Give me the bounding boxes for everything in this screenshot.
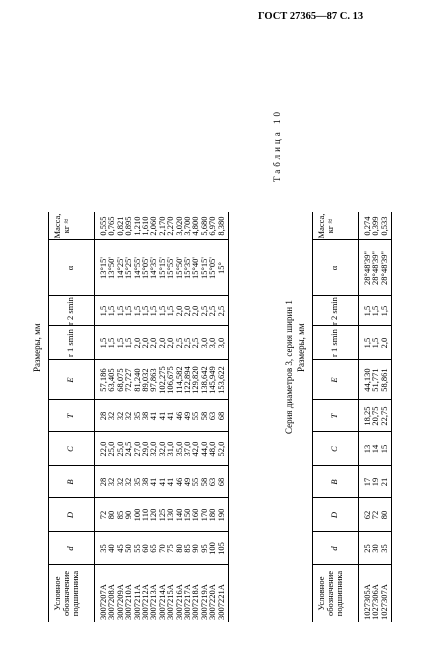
table1-cell: 2,0 xyxy=(140,337,150,349)
table1-cell: 3007221A xyxy=(215,584,226,620)
table2-title: Серия диаметров 3, серия ширин 1 xyxy=(284,300,294,434)
table1-cell: 35 xyxy=(131,411,142,421)
table1-cell: 2,5 xyxy=(198,305,209,317)
table1-cell: 2,0 xyxy=(131,337,142,349)
table1-cell: 35 xyxy=(98,544,108,553)
table1-cell: 63 xyxy=(207,411,218,421)
table2-caption: Размеры, мм xyxy=(296,323,306,372)
table1-cell: 28 xyxy=(98,477,108,487)
table1-cell: 170 xyxy=(198,508,209,522)
table1-cell: 3007218A xyxy=(190,584,201,620)
table1-header-5: T xyxy=(65,413,75,419)
table1-header-7: r 1 smin xyxy=(65,329,75,357)
table1-cell: 72,727 xyxy=(123,368,134,392)
table1-cell: 72 xyxy=(98,510,108,520)
table1-cell: 1,210 xyxy=(131,216,142,236)
table1-cell: 106,675 xyxy=(165,366,176,394)
table1-cell: 50 xyxy=(123,544,134,553)
table1-cell: 0,765 xyxy=(106,216,117,236)
table1-cell: 58 xyxy=(198,411,209,421)
table1-cell: 32 xyxy=(123,477,134,487)
table2-cell: 0,533 xyxy=(378,216,389,236)
table1-cell: 1,5 xyxy=(123,337,134,349)
table1-cell: 75 xyxy=(165,544,176,553)
table1-cell: 1,5 xyxy=(165,305,176,317)
table1-cell: 1,5 xyxy=(156,305,167,317)
table1-cell: 68 xyxy=(215,477,226,487)
table1-cell: 32 xyxy=(106,411,117,421)
table1-cell: 1,5 xyxy=(106,305,117,317)
table1-header-4: C xyxy=(65,446,75,452)
table1-cell: 1,5 xyxy=(114,337,125,349)
table1-cell: 55 xyxy=(190,411,201,421)
table2-header-8: r 2 smin xyxy=(329,297,339,325)
table2-cell: 1027305A xyxy=(362,584,372,620)
table1-cell: 3007214A xyxy=(156,584,167,620)
table1-cell: 114,582 xyxy=(173,366,184,394)
table1-cell: 2,5 xyxy=(215,305,226,317)
table1-cell: 1,610 xyxy=(140,216,150,236)
table2-cell: 28°48'39" xyxy=(362,251,372,285)
table1-cell: 3007216A xyxy=(173,584,184,620)
table2-cell: 58,861 xyxy=(378,368,389,392)
table2-cell: 1,5 xyxy=(378,305,389,317)
table1-cell: 65 xyxy=(148,544,159,553)
table1-cell: 85 xyxy=(114,510,125,520)
table1-cell: 35 xyxy=(131,477,142,487)
table1-cell: 70 xyxy=(156,544,167,553)
table2-cell: 1,5 xyxy=(370,337,381,349)
table1-cell: 46 xyxy=(173,477,184,487)
table1-cell: 41 xyxy=(148,411,159,421)
table1-cell: 4,800 xyxy=(190,216,201,236)
table1-cell: 122,894 xyxy=(182,366,192,394)
table1-cell: 5,680 xyxy=(198,216,209,236)
table1-cell: 0,895 xyxy=(123,216,134,236)
table1-top-rule xyxy=(48,212,49,622)
table1-cell: 32 xyxy=(114,411,125,421)
table2-cell: 1027306A xyxy=(370,584,381,620)
table2-cell: 25 xyxy=(362,544,372,553)
table2-header-1: d xyxy=(329,546,339,551)
table1-cell: 60 xyxy=(140,544,150,553)
table1-cell: 3007207A xyxy=(98,584,108,620)
table1-cell: 28 xyxy=(98,411,108,421)
table2-cell: 15 xyxy=(378,444,389,454)
table1-cell: 3,020 xyxy=(173,216,184,236)
table1-cell: 3007219A xyxy=(198,584,209,620)
table1-cell: 2,5 xyxy=(182,337,192,349)
table1-cell: 32,0 xyxy=(148,441,159,457)
table1-cell: 24,5 xyxy=(123,441,134,457)
table1-cell: 100 xyxy=(207,542,218,555)
table1-header-0: Условное обозначение подшипника xyxy=(52,570,80,617)
table1-cell: 3007208A xyxy=(106,584,117,620)
rotated-page-content xyxy=(26,44,409,622)
table1-bottom-rule xyxy=(228,212,229,622)
table1-cell: 90 xyxy=(190,544,201,553)
table2-header-7: r 1 smin xyxy=(329,329,339,357)
table1-cell: 63,405 xyxy=(106,368,117,392)
table1-cell: 2,060 xyxy=(148,216,159,236)
table2-cell: 72 xyxy=(370,510,381,520)
table1-cell: 14°25' xyxy=(114,257,125,279)
table2-cell: 35 xyxy=(378,544,389,553)
table1-cell: 41 xyxy=(165,477,176,487)
table1-cell: 8,380 xyxy=(215,216,226,236)
table1-cell: 48,0 xyxy=(207,441,218,457)
table1-cell: 3,700 xyxy=(182,216,192,236)
table1-cell: 1,5 xyxy=(140,305,150,317)
table1-header-9: α xyxy=(65,265,75,271)
table1-cell: 58 xyxy=(198,477,209,487)
table1-cell: 35,0 xyxy=(173,441,184,457)
table1-cell: 3,0 xyxy=(215,337,226,349)
table1-cell: 145,949 xyxy=(207,366,218,394)
page-header: ГОСТ 27365—87 С. 13 xyxy=(258,11,364,22)
table1-cell: 55 xyxy=(190,477,201,487)
table1-cell: 37,0 xyxy=(182,441,192,457)
table1-cell: 68 xyxy=(215,411,226,421)
table1-cell: 3007213A xyxy=(148,584,159,620)
table1-cell: 2,170 xyxy=(156,216,167,236)
table1-cell: 3007215A xyxy=(165,584,176,620)
table2-cell: 30 xyxy=(370,544,381,553)
table1-cell: 32,0 xyxy=(156,441,167,457)
table10-number: Таблица 10 xyxy=(272,109,282,182)
table1-cell: 25,0 xyxy=(106,441,117,457)
table2-cell: 1,5 xyxy=(362,305,372,317)
table2-cell: 13 xyxy=(362,444,372,454)
table2-header-4: C xyxy=(329,446,339,452)
table1-cell: 3007220A xyxy=(207,584,218,620)
table1-cell: 14°55' xyxy=(131,257,142,279)
table1-cell: 15°55' xyxy=(165,257,176,279)
table2-top-rule xyxy=(312,212,313,622)
table1-cell: 1,5 xyxy=(123,305,134,317)
table1-cell: 102,275 xyxy=(156,366,167,394)
table2-cell: 0,274 xyxy=(362,216,372,236)
table1-cell: 110 xyxy=(140,508,150,522)
table1-cell: 57,186 xyxy=(98,368,108,392)
table1-cell: 15° xyxy=(215,262,226,274)
table2-header-10: Масса, кг ≈ xyxy=(316,213,335,239)
table2-header-3: B xyxy=(329,479,339,485)
table1-cell: 32 xyxy=(123,411,134,421)
table1-cell: 49 xyxy=(182,411,192,421)
table2-cell: 62 xyxy=(362,510,372,520)
table1-cell: 3,0 xyxy=(198,337,209,349)
table2-cell: 44,130 xyxy=(362,368,372,392)
table1-cell: 2,270 xyxy=(165,216,176,236)
table1-cell: 38 xyxy=(140,477,150,487)
table1-header-6: E xyxy=(65,377,75,383)
table1-cell: 41 xyxy=(165,411,176,421)
table1-cell: 100 xyxy=(131,508,142,522)
table1-cell: 32 xyxy=(114,477,125,487)
table1-cell: 2,5 xyxy=(173,337,184,349)
table1-cell: 3007210A xyxy=(123,584,134,620)
table1-cell: 68,075 xyxy=(114,368,125,392)
table2-cell: 19 xyxy=(370,477,381,487)
table2-cell: 14 xyxy=(370,444,381,454)
table2-cell: 20,75 xyxy=(370,406,381,426)
table1-cell: 160 xyxy=(190,508,201,522)
table1-cell: 40 xyxy=(106,544,117,553)
table1-header-rule xyxy=(94,212,95,622)
table1-cell: 80 xyxy=(106,510,117,520)
table1-cell: 55 xyxy=(131,544,142,553)
table1-cell: 89,032 xyxy=(140,368,150,392)
table1-cell: 25,0 xyxy=(114,441,125,457)
table1-cell: 140 xyxy=(173,508,184,522)
table1-cell: 150 xyxy=(182,508,192,522)
table1-cell: 2,0 xyxy=(182,305,192,317)
table1-cell: 129,820 xyxy=(190,366,201,394)
table1-cell: 3007209A xyxy=(114,584,125,620)
table2-header-0: Условное обозначение подшипника xyxy=(316,570,344,617)
table1-cell: 125 xyxy=(156,508,167,522)
table1-cell: 44,0 xyxy=(198,441,209,457)
table1-cell: 42,0 xyxy=(190,441,201,457)
table1-cell: 81,240 xyxy=(131,368,142,392)
table1-cell: 15°15' xyxy=(156,257,167,279)
table1-cell: 41 xyxy=(148,477,159,487)
table1-cell: 2,0 xyxy=(148,337,159,349)
table1-cell: 1,5 xyxy=(114,305,125,317)
table2-cell: 2,0 xyxy=(378,337,389,349)
table2-cell: 22,75 xyxy=(378,406,389,426)
table1-cell: 80 xyxy=(173,544,184,553)
table2-cell: 0,399 xyxy=(370,216,381,236)
table2-header-9: α xyxy=(329,265,339,271)
table2-header-6: E xyxy=(329,377,339,383)
table1-cell: 120 xyxy=(148,508,159,522)
table1-cell: 15°50' xyxy=(173,257,184,279)
table1-cell: 3007212A xyxy=(140,584,150,620)
table1-cell: 85 xyxy=(182,544,192,553)
table1-cell: 95 xyxy=(198,544,209,553)
table1-cell: 13°15' xyxy=(98,257,108,279)
table1-cell: 29,0 xyxy=(140,441,150,457)
table1-header-10: Масса, кг ≈ xyxy=(52,213,71,239)
table1-cell: 46 xyxy=(173,411,184,421)
table1-cell: 105 xyxy=(215,542,226,555)
table1-cell: 97,863 xyxy=(148,368,159,392)
table1-cell: 1,5 xyxy=(148,305,159,317)
table1-cell: 2,0 xyxy=(173,305,184,317)
table2-cell: 1,5 xyxy=(362,337,372,349)
table2-cell: 21 xyxy=(378,477,389,487)
table2-header-5: T xyxy=(329,413,339,419)
table1-cell: 15°35' xyxy=(182,257,192,279)
table1-cell: 15°25' xyxy=(123,257,134,279)
table1-header-2: D xyxy=(65,511,75,519)
table1-cell: 1,5 xyxy=(98,305,108,317)
table2-header-rule xyxy=(358,212,359,622)
table1-cell: 45 xyxy=(114,544,125,553)
table1-cell: 2,0 xyxy=(165,337,176,349)
table1-cell: 15°05' xyxy=(140,257,150,279)
table1-cell: 3007217A xyxy=(182,584,192,620)
table2-cell: 28°48'39" xyxy=(378,251,389,285)
table1-cell: 1,5 xyxy=(106,337,117,349)
table1-cell: 22,0 xyxy=(98,441,108,457)
table1-cell: 15°05' xyxy=(207,257,218,279)
table1-cell: 2,0 xyxy=(156,337,167,349)
table2-cell: 80 xyxy=(378,510,389,520)
table1-cell: 13°50' xyxy=(106,257,117,279)
table1-cell: 2,5 xyxy=(207,305,218,317)
table1-cell: 2,0 xyxy=(190,305,201,317)
table1-header-1: d xyxy=(65,546,75,551)
table1-cell: 31,0 xyxy=(165,441,176,457)
table2-cell: 51,771 xyxy=(370,368,381,392)
table2-cell: 1027307A xyxy=(378,584,389,620)
table2-header-2: D xyxy=(329,511,339,519)
table1-cell: 0,555 xyxy=(98,216,108,236)
table1-cell: 130 xyxy=(165,508,176,522)
table1-cell: 90 xyxy=(123,510,134,520)
table1-cell: 1,5 xyxy=(98,337,108,349)
table1-cell: 1,5 xyxy=(131,305,142,317)
table2-cell: 1,5 xyxy=(370,305,381,317)
table1-cell: 180 xyxy=(207,508,218,522)
table1-cell: 2,5 xyxy=(190,337,201,349)
table1-cell: 6,970 xyxy=(207,216,218,236)
table1-cell: 3007211A xyxy=(131,584,142,620)
table1-cell: 0,821 xyxy=(114,216,125,236)
table1-cell: 138,642 xyxy=(198,366,209,394)
table2-cell: 17 xyxy=(362,477,372,487)
table1-cell: 41 xyxy=(156,411,167,421)
table1-header-3: B xyxy=(65,479,75,485)
table2-cell: 28°48'39" xyxy=(370,251,381,285)
table2-cell: 18,25 xyxy=(362,406,372,426)
table1-cell: 190 xyxy=(215,508,226,522)
table1-cell: 15°15' xyxy=(198,257,209,279)
table1-cell: 27,0 xyxy=(131,441,142,457)
table1-cell: 63 xyxy=(207,477,218,487)
table1-cell: 14°35' xyxy=(148,257,159,279)
table1-cell: 32 xyxy=(106,477,117,487)
table1-cell: 38 xyxy=(140,411,150,421)
table1-cell: 52,0 xyxy=(215,441,226,457)
table1-header-8: r 2 smin xyxy=(65,297,75,325)
table2-bottom-rule xyxy=(391,212,392,622)
table1-cell: 15°40' xyxy=(190,257,201,279)
table1-cell: 41 xyxy=(156,477,167,487)
table1-cell: 3,0 xyxy=(207,337,218,349)
table1-cell: 49 xyxy=(182,477,192,487)
table1-cell: 153,622 xyxy=(215,366,226,394)
table1-caption: Размеры, мм xyxy=(32,323,42,372)
